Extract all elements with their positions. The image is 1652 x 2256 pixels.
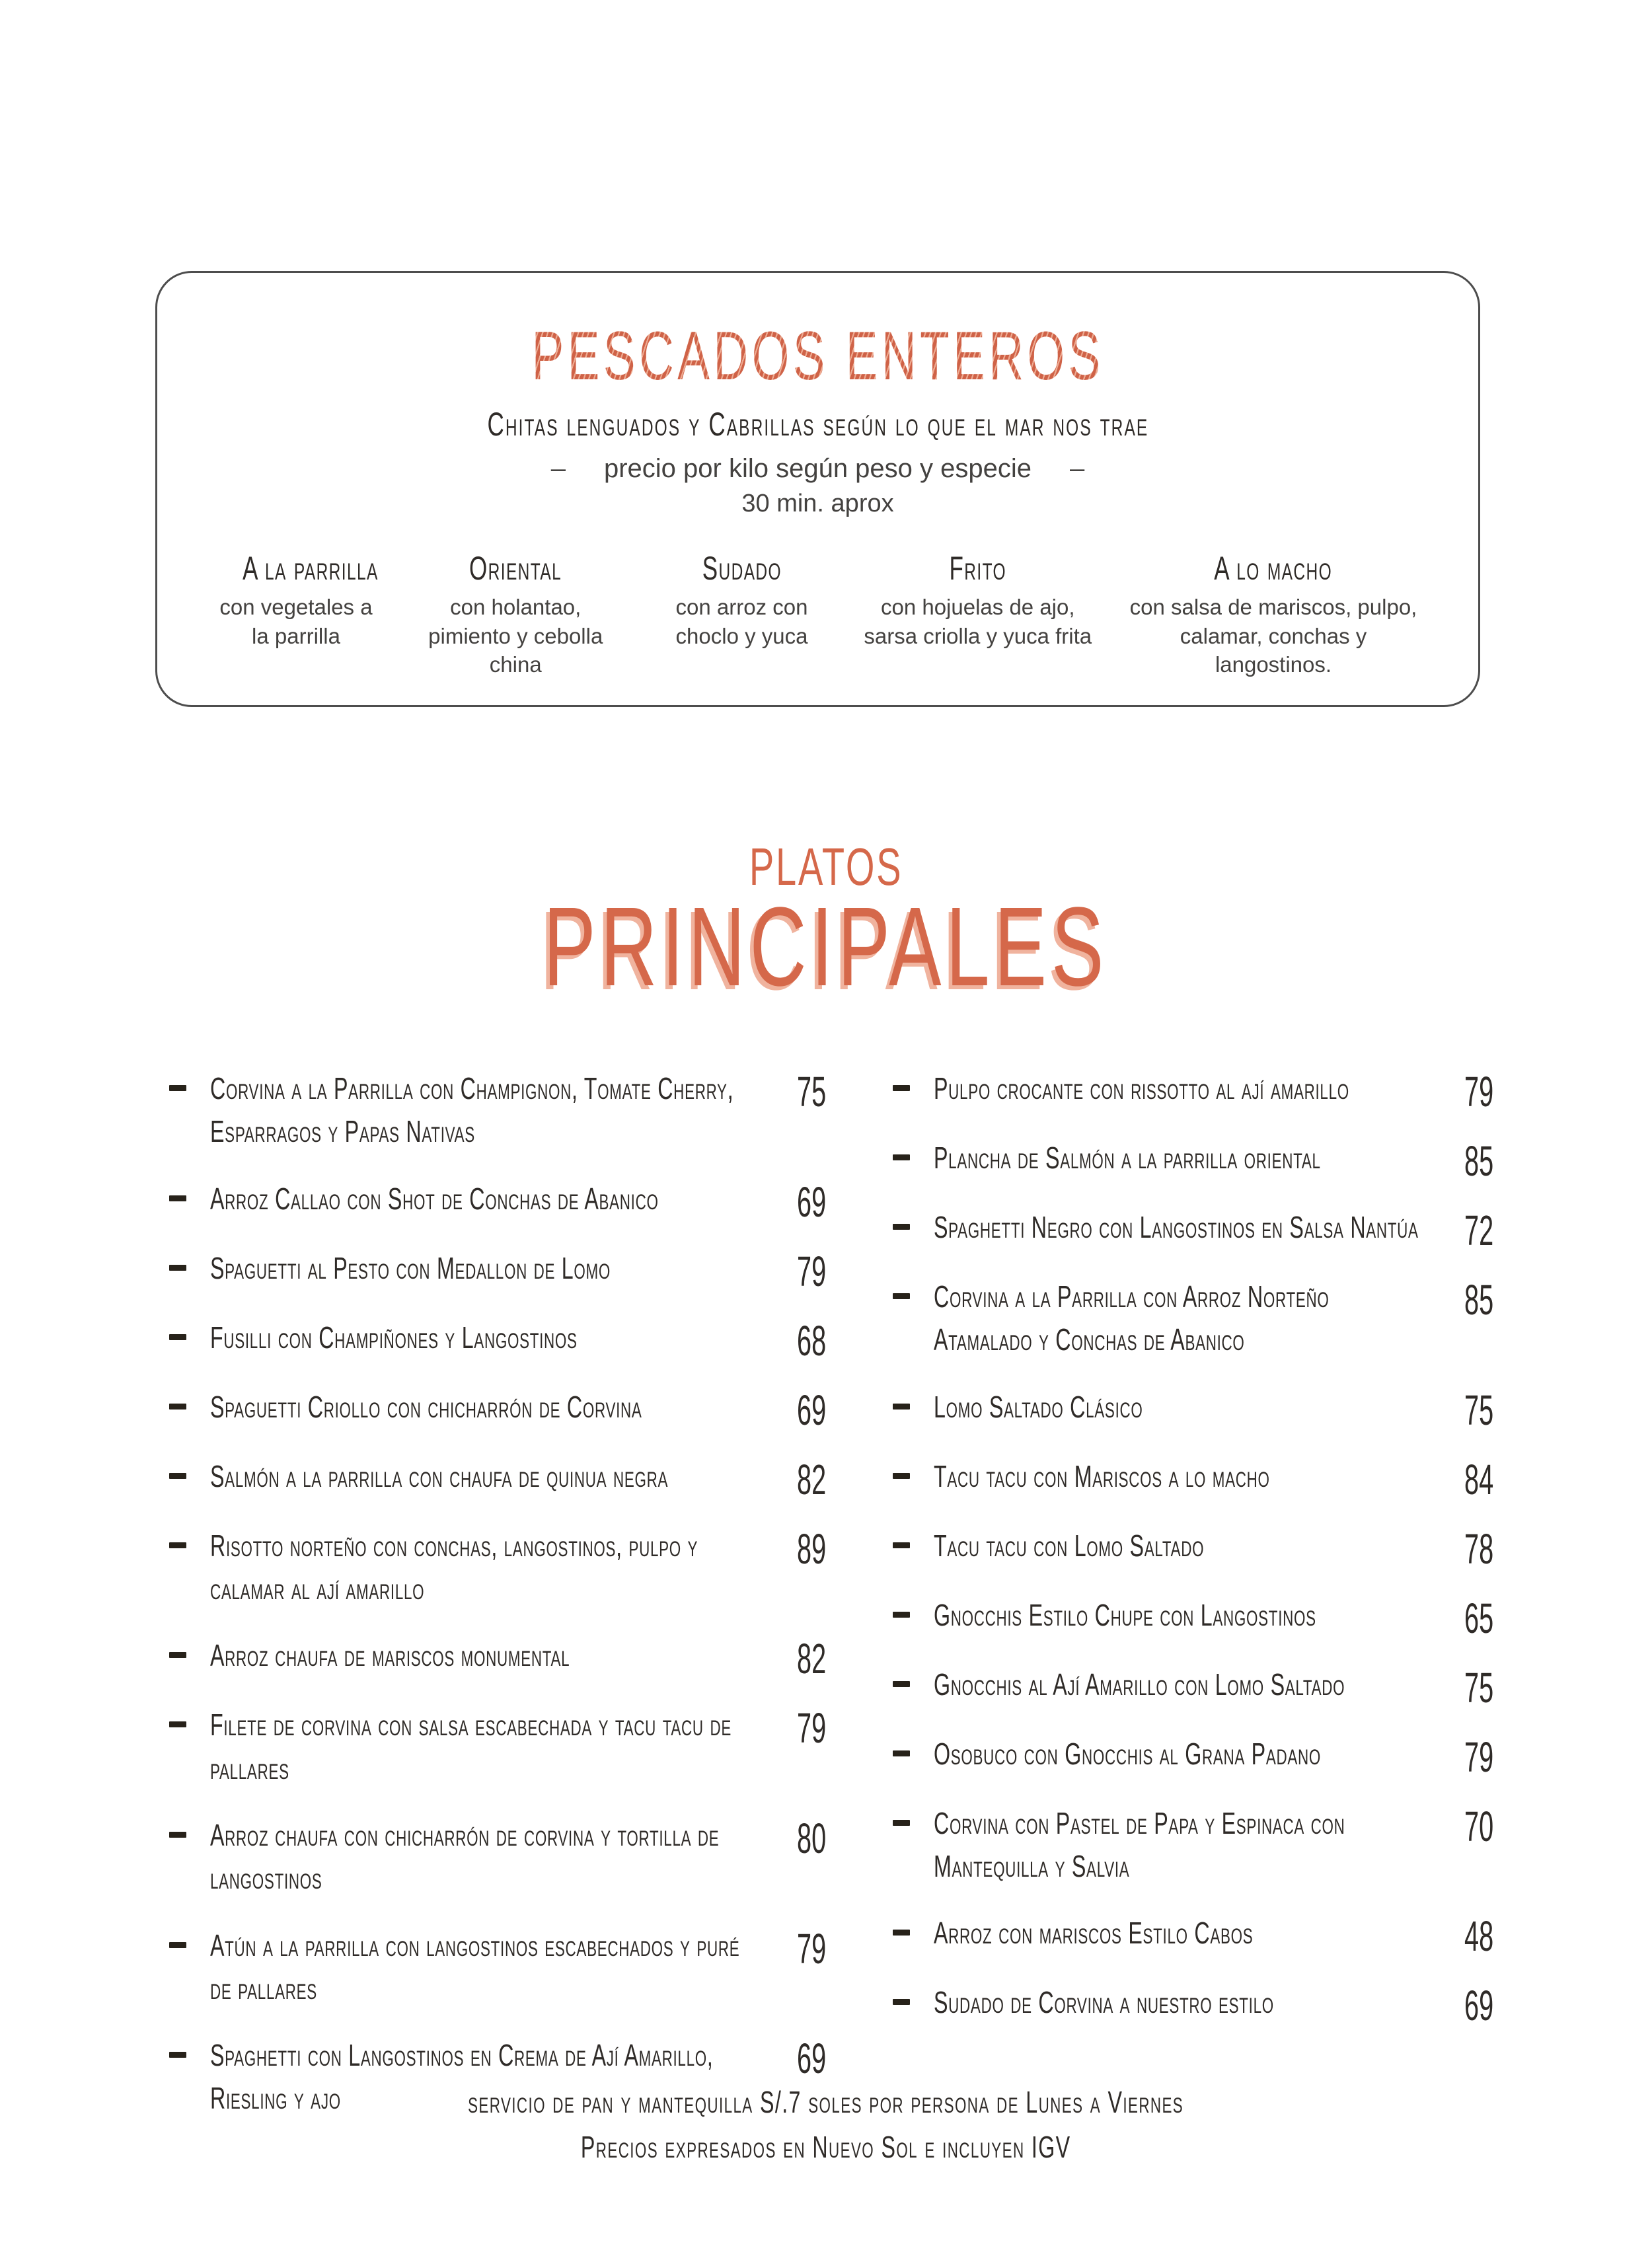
item-price	[767, 1386, 826, 1434]
dash-bullet-icon	[893, 1404, 910, 1410]
item-price-text: 79	[796, 1704, 826, 1752]
dash-bullet-icon	[169, 1473, 186, 1479]
dash-bullet-icon	[169, 1334, 186, 1340]
menu-item	[889, 1524, 1493, 1573]
item-price	[767, 1814, 826, 1862]
menu-column-left	[165, 1067, 826, 2144]
menu-item	[889, 1663, 1493, 1709]
preparation-name-text: Sudado	[702, 550, 782, 587]
preparation-description: con arroz con choclo y yuca	[675, 595, 808, 648]
menu-item	[889, 1455, 1493, 1501]
item-name	[934, 1524, 1434, 1567]
price-per-kilo-note	[157, 455, 1478, 482]
item-price	[1434, 1802, 1493, 1850]
item-price-text: 65	[1464, 1594, 1493, 1642]
menu-item	[165, 1316, 826, 1365]
platos-principales-heading	[0, 837, 1652, 1010]
menu-item	[889, 1981, 1493, 2030]
menu-item	[889, 1386, 1493, 1434]
item-name	[934, 1067, 1434, 1110]
preparation-styles	[157, 552, 1478, 679]
item-price-text: 68	[796, 1316, 826, 1365]
menu-item	[165, 1247, 826, 1293]
item-price-text: 70	[1464, 1802, 1493, 1850]
item-name	[210, 1247, 767, 1290]
menu-item	[889, 1067, 1493, 1113]
item-name	[934, 1663, 1434, 1706]
dash-bullet-icon	[169, 1265, 186, 1271]
item-name-text: Atún a la parrilla con langostinos escabechados y puré de pallares	[210, 1928, 740, 2006]
item-name-text: Fusilli con Champiñones y Langostinos	[210, 1320, 578, 1355]
item-price-text: 69	[796, 1386, 826, 1434]
pescados-enteros-title-text: PESCADOS ENTEROS	[531, 318, 1104, 395]
dash-bullet-icon	[893, 1293, 910, 1299]
dash-left: –	[550, 454, 566, 483]
preparation-style	[859, 552, 1097, 650]
item-name-text: Spaguetti al Pesto con Medallon de Lomo	[210, 1250, 611, 1285]
preparation-name-text: A la parrilla	[243, 550, 379, 587]
dash-bullet-icon	[893, 1154, 910, 1160]
dash-bullet-icon	[169, 1652, 186, 1658]
item-price-text: 84	[1464, 1455, 1493, 1503]
item-name-text: Lomo Saltado Clásico	[934, 1389, 1143, 1424]
item-name-text: Arroz chaufa con chicharrón de corvina y tortilla de langostinos	[210, 1817, 720, 1896]
pescados-subtitle-text: Chitas lenguados y Cabrillas según lo que el mar nos trae	[487, 406, 1148, 443]
item-name-text: Tacu tacu con Mariscos a lo macho	[934, 1458, 1270, 1493]
dash-bullet-icon	[893, 1681, 910, 1687]
footer-service-note-text: servicio de pan y mantequilla S/.7 soles por persona de Lunes a Viernes	[468, 2085, 1184, 2119]
item-name	[210, 1524, 767, 1611]
item-name	[210, 1067, 767, 1154]
menu-item	[889, 1802, 1493, 1889]
price-note-text: precio por kilo según peso y especie	[603, 454, 1032, 483]
item-name	[934, 1455, 1434, 1498]
item-name	[210, 1924, 767, 2011]
item-price-text: 69	[796, 2035, 826, 2083]
item-price	[1434, 1663, 1493, 1711]
item-name	[934, 1733, 1434, 1776]
preparation-name	[859, 552, 1097, 585]
preparation-name-text: Frito	[949, 550, 1006, 587]
menu-item	[889, 1137, 1493, 1185]
item-price	[1434, 1386, 1493, 1434]
item-name	[934, 1137, 1434, 1180]
item-price	[767, 1247, 826, 1295]
menu-item	[165, 1386, 826, 1434]
item-name-text: Gnocchis al Ají Amarillo con Lomo Saltado	[934, 1667, 1345, 1702]
item-name	[210, 1814, 767, 1900]
menu-columns	[165, 1067, 1493, 2144]
item-name-text: Gnocchis Estilo Chupe con Langostinos	[934, 1597, 1316, 1632]
item-price	[767, 1635, 826, 1683]
item-name-text: Arroz con mariscos Estilo Cabos	[934, 1916, 1254, 1951]
item-name-text: Arroz chaufa de mariscos monumental	[210, 1638, 570, 1673]
dash-bullet-icon	[169, 1542, 186, 1548]
preparation-description: con vegetales a la parrilla	[219, 595, 373, 648]
preparation-style	[213, 552, 379, 650]
dash-bullet-icon	[169, 1832, 186, 1838]
menu-item	[165, 1924, 826, 2011]
item-price-text: 69	[1464, 1982, 1493, 2030]
pescados-enteros-title	[157, 318, 1478, 395]
item-price-text: 79	[796, 1247, 826, 1295]
menu-item	[165, 1814, 826, 1900]
item-price-text: 79	[1464, 1733, 1493, 1781]
dash-bullet-icon	[169, 1721, 186, 1727]
item-price	[767, 2035, 826, 2083]
item-price-text: 72	[1464, 1207, 1493, 1254]
preparation-name	[653, 552, 831, 585]
item-name	[934, 1206, 1434, 1249]
principales-label-text: PRINCIPALES	[543, 884, 1109, 1010]
dash-bullet-icon	[169, 1404, 186, 1410]
item-price-text: 75	[796, 1068, 826, 1115]
item-name-text: Corvina a la Parrilla con Arroz Norteño Atamalado y Conchas de Abanico	[934, 1279, 1330, 1357]
item-name	[934, 1594, 1434, 1637]
menu-column-right	[889, 1067, 1493, 2050]
item-name-text: Spaghetti con Langostinos en Crema de Ají Amarillo, Riesling y ajo	[210, 2038, 714, 2116]
dash-bullet-icon	[169, 1942, 186, 1948]
item-name-text: Salmón a la parrilla con chaufa de quinua negra	[210, 1458, 669, 1493]
preparation-name	[213, 552, 379, 585]
item-price	[767, 1524, 826, 1573]
dash-right: –	[1070, 454, 1085, 483]
item-name-text: Pulpo crocante con rissotto al ají amarillo	[934, 1071, 1349, 1106]
menu-item	[165, 1524, 826, 1611]
item-price-text: 82	[796, 1635, 826, 1683]
item-price	[1434, 1276, 1493, 1324]
item-price-text: 75	[1464, 1386, 1493, 1434]
dash-bullet-icon	[169, 1195, 186, 1201]
item-price	[767, 1178, 826, 1226]
prep-time-note	[157, 491, 1478, 516]
item-name-text: Sudado de Corvina a nuestro estilo	[934, 1985, 1274, 2020]
dash-bullet-icon	[893, 1999, 910, 2005]
preparation-description: con salsa de mariscos, pulpo, calamar, conchas y langostinos.	[1129, 595, 1417, 677]
item-price	[1434, 1912, 1493, 1961]
item-price-text: 79	[796, 1924, 826, 1973]
pescados-subtitle	[157, 408, 1478, 441]
dash-bullet-icon	[893, 1820, 910, 1826]
item-price	[767, 1455, 826, 1503]
item-price-text: 79	[1464, 1068, 1493, 1115]
pescados-enteros-card	[155, 271, 1480, 707]
item-price-text: 80	[796, 1814, 826, 1862]
menu-item	[889, 1275, 1493, 1362]
footer-tax-note-text: Precios expresados en Nuevo Sol e incluyen IGV	[581, 2130, 1071, 2164]
item-price-text: 89	[796, 1524, 826, 1573]
dash-bullet-icon	[893, 1612, 910, 1618]
footer	[0, 2087, 1652, 2177]
item-price-text: 75	[1464, 1663, 1493, 1711]
item-price	[767, 1704, 826, 1752]
item-price-text: 82	[796, 1455, 826, 1503]
menu-item	[165, 1634, 826, 1683]
menu-item	[889, 1594, 1493, 1642]
principales-label	[0, 884, 1652, 1010]
item-price	[1434, 1137, 1493, 1185]
item-name-text: Risotto norteño con conchas, langostinos, pulpo y calamar al ají amarillo	[210, 1528, 698, 1606]
preparation-style	[653, 552, 831, 650]
item-name	[934, 1912, 1434, 1955]
item-name	[934, 1386, 1434, 1429]
item-name	[934, 1802, 1434, 1889]
item-price	[1434, 1733, 1493, 1781]
item-price	[1434, 1209, 1493, 1252]
item-name-text: Tacu tacu con Lomo Saltado	[934, 1528, 1205, 1563]
footer-service-note	[0, 2087, 1652, 2117]
menu-item	[165, 1178, 826, 1226]
item-price	[1434, 1594, 1493, 1642]
item-price	[767, 1316, 826, 1365]
item-name-text: Plancha de Salmón a la parrilla oriental	[934, 1141, 1321, 1175]
preparation-name-text: Oriental	[469, 550, 562, 587]
item-name-text: Filete de corvina con salsa escabechada y tacu tacu de pallares	[210, 1708, 732, 1786]
item-name-text: Spaguetti Criollo con chicharrón de Corvina	[210, 1389, 642, 1424]
preparation-description: con hojuelas de ajo, sarsa criolla y yuca frita	[864, 595, 1092, 648]
item-name-text: Corvina con Pastel de Papa y Espinaca con Mantequilla y Salvia	[934, 1805, 1345, 1883]
item-name	[210, 1386, 767, 1429]
menu-item	[165, 1704, 826, 1790]
dash-bullet-icon	[893, 1224, 910, 1230]
item-price	[1434, 1982, 1493, 2030]
item-price-text: 85	[1464, 1137, 1493, 1185]
item-name-text: Osobuco con Gnocchis al Grana Padano	[934, 1736, 1321, 1771]
item-name	[210, 1704, 767, 1790]
menu-item	[889, 1912, 1493, 1961]
item-name	[934, 1275, 1434, 1362]
item-name-text: Corvina a la Parrilla con Champignon, Tomate Cherry, Esparragos y Papas Nativas	[210, 1071, 734, 1149]
footer-tax-note	[0, 2132, 1652, 2162]
dash-bullet-icon	[169, 1085, 186, 1091]
item-name-text: Arroz Callao con Shot de Conchas de Abanico	[210, 1181, 659, 1216]
preparation-description: con holantao, pimiento y cebolla china	[428, 595, 603, 677]
platos-label-text: PLATOS	[749, 837, 903, 896]
prep-time-note-text: 30 min. aprox	[741, 490, 894, 517]
menu-item	[165, 1067, 826, 1154]
item-price	[767, 1068, 826, 1115]
item-name-text: Spaghetti Negro con Langostinos en Salsa Nantúa	[934, 1210, 1419, 1244]
item-price-text: 78	[1464, 1524, 1493, 1573]
dash-bullet-icon	[893, 1085, 910, 1091]
menu-item	[165, 1455, 826, 1501]
item-price	[767, 1924, 826, 1973]
item-name	[210, 1455, 767, 1498]
menu-item	[889, 1733, 1493, 1781]
item-price-text: 48	[1464, 1912, 1493, 1961]
preparation-name-text: A lo macho	[1214, 550, 1333, 587]
dash-bullet-icon	[893, 1473, 910, 1479]
item-price-text: 85	[1464, 1276, 1493, 1324]
dash-bullet-icon	[893, 1930, 910, 1936]
dash-bullet-icon	[893, 1542, 910, 1548]
preparation-style	[1125, 552, 1422, 679]
preparation-name	[406, 552, 624, 585]
dash-bullet-icon	[893, 1750, 910, 1756]
item-price	[1434, 1068, 1493, 1115]
item-name	[210, 1178, 767, 1221]
item-name	[934, 1981, 1434, 2024]
item-name	[210, 1316, 767, 1359]
preparation-name	[1125, 552, 1422, 585]
menu-item	[889, 1206, 1493, 1252]
item-price-text: 69	[796, 1178, 826, 1226]
item-price	[1434, 1524, 1493, 1573]
item-price	[1434, 1455, 1493, 1503]
preparation-style	[406, 552, 624, 679]
dash-bullet-icon	[169, 2052, 186, 2058]
item-name	[210, 1634, 767, 1677]
